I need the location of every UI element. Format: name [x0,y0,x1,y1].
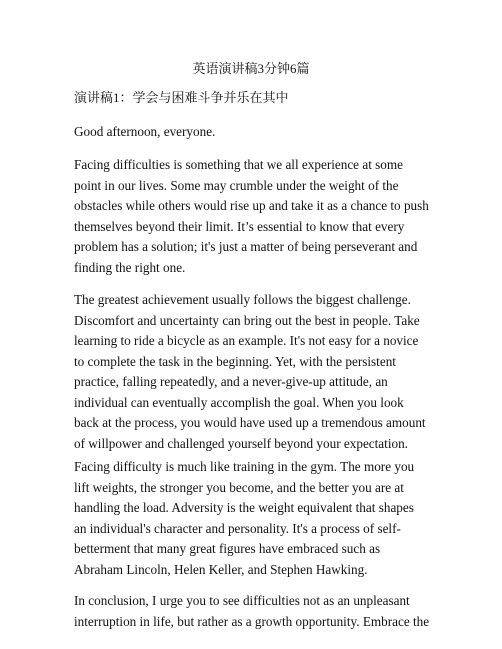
text-line: interruption in life, but rather as a growth opportunity. Embrace the [74,613,430,629]
text-line: an individual's character and personality. It's a process of self- [74,520,401,536]
text-line: Good afternoon, everyone. [74,124,216,139]
text-line: handling the load. Adversity is the weight equivalent that shapes [74,500,414,515]
text-line: lift weights, the stronger you become, and the better you are at [74,479,404,495]
text-line: betterment that many great figures have embraced such as [74,541,381,556]
document-title: 英语演讲稿3分钟6篇 [192,61,310,76]
text-line: The greatest achievement usually follows the biggest challenge. [74,292,411,307]
speech-heading: 演讲稿1：学会与困难斗争并乐在其中 [74,90,289,105]
text-line: of willpower and challenged yourself beyond your expectation. [74,435,408,451]
paragraph-greeting [74,122,434,143]
text-line: to complete the task in the beginning. Yet, with the persistent [74,353,396,369]
text-line: Facing difficulties is something that we all experience at some [74,157,403,172]
text-line: practice, falling repeatedly, and a never-give-up attitude, an [74,374,388,389]
text-line: obstacles while others would rise up and take it as a chance to push [74,198,429,213]
paragraph-conclusion [74,591,434,632]
paragraph-greatest-achievement [74,290,434,454]
text-line: finding the right one. [74,259,186,275]
paragraph-facing-difficulties [74,155,434,278]
text-line: individual can eventually accomplish the goal. When you look [74,394,404,410]
text-line: Discomfort and uncertainty can bring out the best in people. Take [74,312,420,328]
text-line: back at the process, you would have used up a tremendous amount [74,415,426,430]
text-line: Facing difficulty is much like training in the gym. The more you [74,459,415,474]
text-line: point in our lives. Some may crumble under the weight of the [74,177,399,193]
text-line: learning to ride a bicycle as an example. It's not easy for a novice [74,333,419,348]
paragraph-gym-training [74,457,434,580]
text-line: Abraham Lincoln, Helen Keller, and Stephen Hawking. [74,561,368,577]
text-line: In conclusion, I urge you to see difficulties not as an unpleasant [74,593,410,608]
text-line: problem has a solution; it's just a matter of being perseverant and [74,239,418,254]
text-line: themselves beyond their limit. It’s essential to know that every [74,218,405,234]
